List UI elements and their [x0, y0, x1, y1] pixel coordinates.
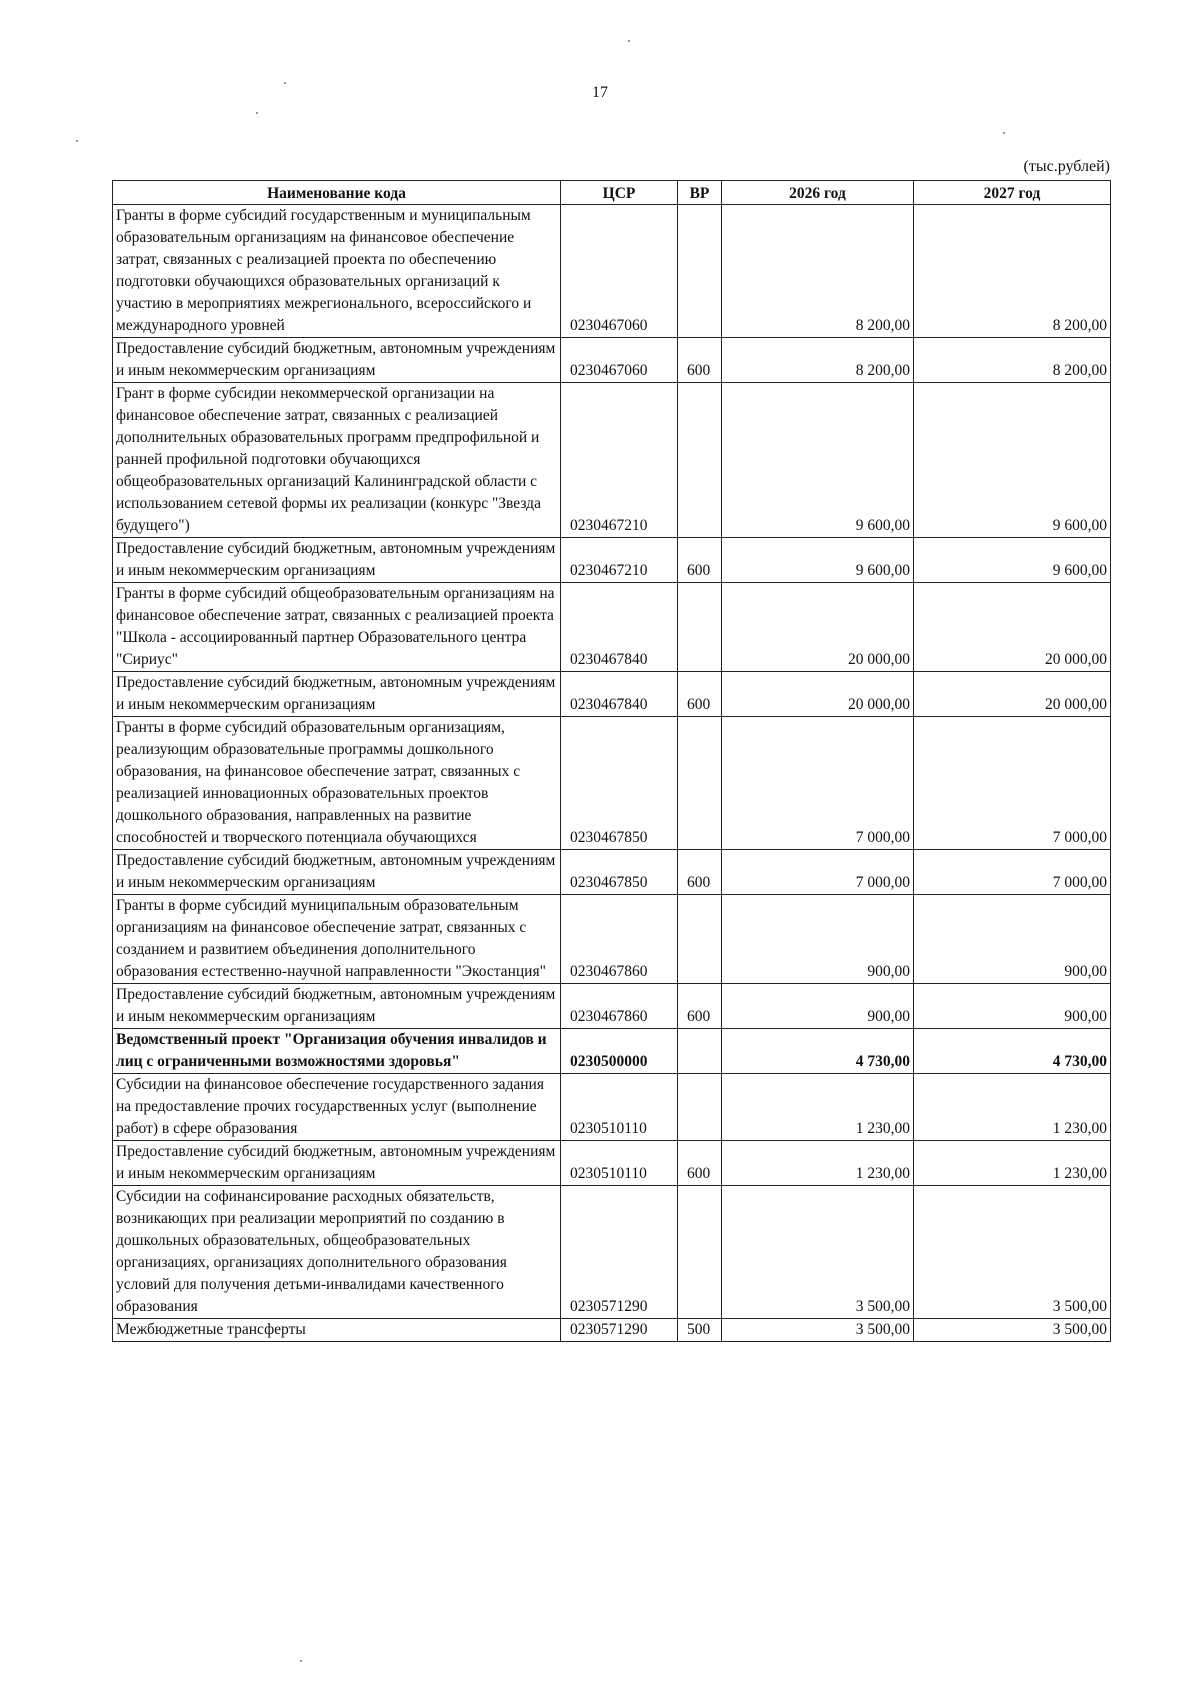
row-csr: 0230467210 — [561, 383, 678, 538]
row-2027: 900,00 — [914, 895, 1111, 984]
row-name: Предоставление субсидий бюджетным, автономным учреждениям и иным некоммерческим организациям — [113, 1141, 561, 1186]
row-name: Ведомственный проект "Организация обучения инвалидов и лиц с ограниченными возможностями здоровья" — [113, 1029, 561, 1074]
scan-speck — [256, 112, 258, 114]
table-row — [113, 717, 1111, 850]
row-2026: 1 230,00 — [722, 1074, 914, 1141]
row-csr: 0230467060 — [561, 338, 678, 383]
row-2026: 9 600,00 — [722, 383, 914, 538]
scan-speck — [628, 40, 630, 42]
row-vr — [678, 205, 722, 338]
row-name: Межбюджетные трансферты — [113, 1319, 561, 1342]
header-2026: 2026 год — [722, 181, 914, 205]
row-csr: 0230467060 — [561, 205, 678, 338]
row-vr: 600 — [678, 672, 722, 717]
page-number: 17 — [592, 84, 608, 101]
row-name: Гранты в форме субсидий государственным и муниципальным образовательным организациям на финансовое обеспечение затрат, связанных с реализацией проекта по обеспечению подготовки обучающихся образовательных организаций к участию в мероприятиях межрегионального, всероссийского и международного уровней — [113, 205, 561, 338]
row-csr: 0230467850 — [561, 717, 678, 850]
row-2027: 9 600,00 — [914, 538, 1111, 583]
row-vr — [678, 717, 722, 850]
table-row — [113, 1186, 1111, 1319]
row-2026: 900,00 — [722, 984, 914, 1029]
header-name: Наименование кода — [113, 181, 561, 205]
row-2026: 3 500,00 — [722, 1186, 914, 1319]
row-name: Грант в форме субсидии некоммерческой организации на финансовое обеспечение затрат, связанных с реализацией дополнительных образовательных программ предпрофильной и ранней профильной подготовки обучающихся общеобразовательных организаций Калининградской области с использованием сетевой формы их реализации (конкурс "Звезда будущего") — [113, 383, 561, 538]
row-vr: 600 — [678, 338, 722, 383]
row-name: Предоставление субсидий бюджетным, автономным учреждениям и иным некоммерческим организациям — [113, 538, 561, 583]
row-name: Гранты в форме субсидий образовательным организациям, реализующим образовательные программы дошкольного образования, на финансовое обеспечение затрат, связанных с реализацией инновационных образовательных проектов дошкольного образования, направленных на развитие способностей и творческого потенциала обучающихся — [113, 717, 561, 850]
table-row — [113, 984, 1111, 1029]
row-csr: 0230467840 — [561, 583, 678, 672]
row-2027: 3 500,00 — [914, 1186, 1111, 1319]
table-row — [113, 205, 1111, 338]
table-row — [113, 1141, 1111, 1186]
table-row — [113, 895, 1111, 984]
table-row — [113, 1319, 1111, 1342]
scan-speck — [76, 140, 78, 142]
row-2027: 20 000,00 — [914, 583, 1111, 672]
row-2026: 4 730,00 — [722, 1029, 914, 1074]
table-row — [113, 538, 1111, 583]
row-vr: 600 — [678, 850, 722, 895]
scan-speck — [1003, 132, 1005, 134]
header-vr: ВР — [678, 181, 722, 205]
row-name: Гранты в форме субсидий общеобразовательным организациям на финансовое обеспечение затрат, связанных с реализацией проекта "Школа - ассоциированный партнер Образовательного центра "Сириус" — [113, 583, 561, 672]
table-row — [113, 672, 1111, 717]
row-2026: 8 200,00 — [722, 338, 914, 383]
row-vr: 500 — [678, 1319, 722, 1342]
table-row — [113, 383, 1111, 538]
row-2027: 8 200,00 — [914, 205, 1111, 338]
row-vr: 600 — [678, 538, 722, 583]
row-2027: 1 230,00 — [914, 1074, 1111, 1141]
table-row — [113, 1029, 1111, 1074]
row-2027: 4 730,00 — [914, 1029, 1111, 1074]
row-name: Предоставление субсидий бюджетным, автономным учреждениям и иным некоммерческим организациям — [113, 850, 561, 895]
row-2026: 7 000,00 — [722, 850, 914, 895]
scan-speck — [284, 82, 286, 84]
row-vr — [678, 1029, 722, 1074]
row-name: Предоставление субсидий бюджетным, автономным учреждениям и иным некоммерческим организациям — [113, 672, 561, 717]
budget-table — [112, 180, 1111, 1342]
row-csr: 0230500000 — [561, 1029, 678, 1074]
row-2027: 7 000,00 — [914, 717, 1111, 850]
row-2027: 20 000,00 — [914, 672, 1111, 717]
units-label: (тыс.рублей) — [1023, 158, 1110, 175]
row-vr — [678, 583, 722, 672]
row-csr: 0230510110 — [561, 1074, 678, 1141]
row-vr — [678, 1074, 722, 1141]
row-2026: 9 600,00 — [722, 538, 914, 583]
row-name: Предоставление субсидий бюджетным, автономным учреждениям и иным некоммерческим организациям — [113, 984, 561, 1029]
scan-speck — [300, 1660, 302, 1662]
row-2026: 3 500,00 — [722, 1319, 914, 1342]
row-2026: 900,00 — [722, 895, 914, 984]
row-2026: 8 200,00 — [722, 205, 914, 338]
table-row — [113, 850, 1111, 895]
row-csr: 0230467850 — [561, 850, 678, 895]
table-row — [113, 583, 1111, 672]
row-2026: 20 000,00 — [722, 672, 914, 717]
row-csr: 0230467860 — [561, 895, 678, 984]
row-name: Субсидии на софинансирование расходных обязательств, возникающих при реализации мероприятий по созданию в дошкольных образовательных, общеобразовательных организациях, организациях дополнительного образования условий для получения детьми-инвалидами качественного образования — [113, 1186, 561, 1319]
row-2027: 900,00 — [914, 984, 1111, 1029]
row-vr — [678, 383, 722, 538]
row-csr: 0230571290 — [561, 1186, 678, 1319]
row-csr: 0230467840 — [561, 672, 678, 717]
row-2026: 7 000,00 — [722, 717, 914, 850]
row-csr: 0230510110 — [561, 1141, 678, 1186]
row-name: Субсидии на финансовое обеспечение государственного задания на предоставление прочих государственных услуг (выполнение работ) в сфере образования — [113, 1074, 561, 1141]
row-vr — [678, 895, 722, 984]
row-name: Предоставление субсидий бюджетным, автономным учреждениям и иным некоммерческим организациям — [113, 338, 561, 383]
row-2027: 7 000,00 — [914, 850, 1111, 895]
header-2027: 2027 год — [914, 181, 1111, 205]
row-2027: 9 600,00 — [914, 383, 1111, 538]
row-vr — [678, 1186, 722, 1319]
table-row — [113, 1074, 1111, 1141]
row-vr: 600 — [678, 1141, 722, 1186]
row-2027: 1 230,00 — [914, 1141, 1111, 1186]
row-csr: 0230571290 — [561, 1319, 678, 1342]
row-2026: 1 230,00 — [722, 1141, 914, 1186]
header-csr: ЦСР — [561, 181, 678, 205]
row-2026: 20 000,00 — [722, 583, 914, 672]
row-2027: 3 500,00 — [914, 1319, 1111, 1342]
table-row — [113, 338, 1111, 383]
row-2027: 8 200,00 — [914, 338, 1111, 383]
row-csr: 0230467210 — [561, 538, 678, 583]
row-csr: 0230467860 — [561, 984, 678, 1029]
row-name: Гранты в форме субсидий муниципальным образовательным организациям на финансовое обеспечение затрат, связанных с созданием и развитием объединения дополнительного образования естественно-научной направленности "Экостанция" — [113, 895, 561, 984]
header-row — [113, 181, 1111, 205]
row-vr: 600 — [678, 984, 722, 1029]
